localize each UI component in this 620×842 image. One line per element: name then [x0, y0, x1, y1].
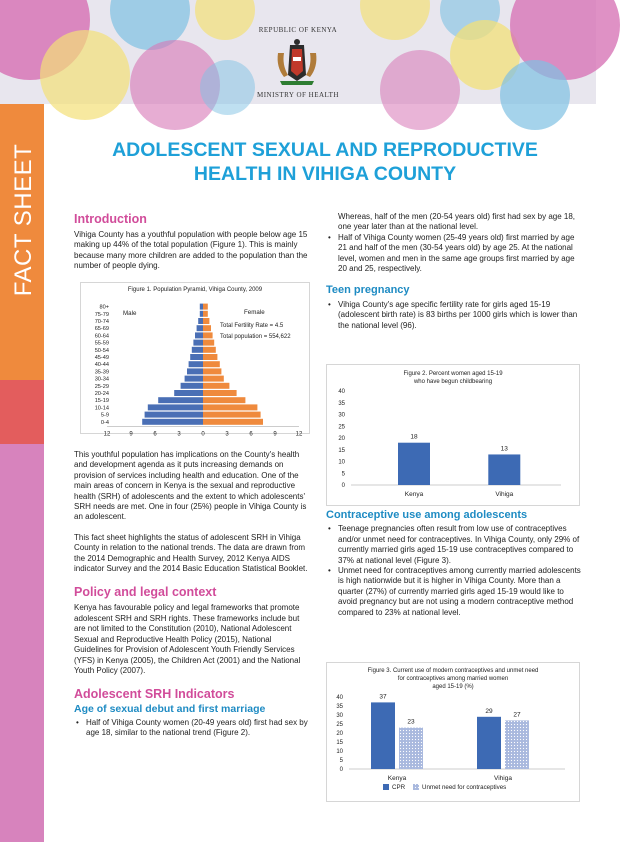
fig3-bar-unmet-need: [505, 720, 529, 769]
pyramid-bar-female: [203, 376, 224, 382]
fig2-value-label: 13: [500, 445, 508, 453]
pyramid-bar-male: [148, 404, 203, 410]
pyramid-age-label: 50-54: [94, 347, 109, 354]
pyramid-x-tick: 3: [225, 431, 229, 438]
pyramid-x-tick: 6: [249, 431, 253, 438]
figure-3-contraceptive-chart: [326, 662, 580, 802]
right-column-lower: [326, 510, 584, 618]
fig2-value-label: 18: [410, 433, 418, 441]
pyramid-bar-male: [195, 332, 203, 338]
pyramid-x-tick: 6: [153, 431, 157, 438]
pyramid-bar-female: [203, 390, 237, 396]
fig2-y-tick: 15: [338, 447, 345, 454]
pyramid-bar-male: [190, 354, 203, 360]
pyramid-x-tick: 9: [273, 431, 277, 438]
pyramid-age-label: 20-24: [94, 391, 109, 397]
fig2-bar: [488, 454, 520, 485]
marriage-list: [326, 233, 584, 275]
fig3-value-label: 29: [485, 707, 493, 715]
pyramid-bar-female: [203, 325, 211, 331]
fig3-y-tick: 25: [336, 722, 343, 728]
fig3-category-label: Vihiga: [494, 775, 512, 782]
marriage-bullet: • Half of Vihiga County women (25-49 years old) first married by age 21 and half of the men (30-54 years old) by age 25. At the national level, women and men in the same age groups first married by age 20 and 25, respectively.: [326, 233, 584, 275]
fig3-bar-cpr: [477, 717, 501, 769]
intro-paragraph-2: This youthful population has implications on the County's health and development agenda as it puts increasing demands on provision of services including health and education. One of the main areas of concern in Kenya is the sexual and reproductive health (SRH) of adolescents and the extent to which adolescents' SRH needs are met. One in four (25%) people in Vihiga County is an adolescent.: [74, 450, 307, 522]
pyramid-age-label: 55-59: [94, 340, 109, 347]
pyramid-age-label: 40-44: [94, 362, 109, 369]
pyramid-x-tick: 12: [103, 431, 111, 438]
figure-3-svg: [327, 663, 579, 801]
fig3-y-tick: 10: [336, 749, 343, 755]
pyramid-bar-female: [203, 397, 245, 403]
pyramid-bar-female: [203, 347, 216, 353]
pyramid-bar-male: [145, 412, 203, 418]
pyramid-bar-female: [203, 304, 208, 310]
debut-bullet-1: • Half of Vihiga County women (20-49 years old) first had sex by age 18, similar to the national trend (Figure 2).: [74, 718, 309, 739]
pyramid-x-tick: 0: [201, 431, 205, 438]
pyramid-age-label: 65-69: [94, 326, 109, 333]
pyramid-annotation-tfr: Total Fertility Rate = 4.5: [220, 323, 284, 329]
indicators-heading: Adolescent SRH Indicators: [74, 687, 235, 702]
pyramid-bar-female: [203, 361, 220, 367]
intro-paragraph-1: Vihiga County has a youthful population with people below age 15 making up 44% of the total population (Figure 1). This is mainly because many more children are added to the population than the number of people dying.: [74, 230, 308, 271]
policy-text: Kenya has favourable policy and legal frameworks that promote adolescent SRH and SRH rights. These frameworks include but are not limited to the Constitution (2010), National Adolescent Sexual and Reproductive Health Policy (2015), National Guidelines for Provision of Adolescent Youth Friendly Services (YFS) in Kenya (2005), the Children Act (2001) and the National Youth Policy (2007).: [74, 603, 301, 675]
fig3-bar-cpr: [371, 702, 395, 769]
pyramid-bar-male: [198, 318, 203, 324]
fig2-category-label: Kenya: [404, 491, 424, 498]
sidebar-red-band: [0, 380, 44, 444]
pyramid-bar-female: [203, 412, 261, 418]
header-banner: [0, 0, 596, 104]
title-line-1: ADOLESCENT SEXUAL AND REPRODUCTIVE: [112, 139, 538, 161]
fig2-y-tick: 35: [338, 400, 345, 407]
pyramid-bar-male: [181, 383, 203, 389]
fig2-y-tick: 20: [338, 436, 345, 442]
pyramid-bar-female: [203, 340, 214, 346]
fig3-bar-unmet-need: [399, 728, 423, 769]
figure-1-population-pyramid: [80, 282, 310, 438]
fig2-y-tick: 0: [341, 483, 345, 489]
fig2-y-tick: 5: [341, 471, 345, 478]
pyramid-bar-male: [142, 419, 203, 425]
pyramid-age-label: 60-64: [94, 333, 109, 340]
pyramid-age-label: 0-4: [100, 419, 109, 426]
fig3-value-label: 23: [407, 718, 415, 726]
fig3-legend-label-unmet-need: Unmet need for contraceptives: [422, 784, 507, 791]
debut-list: [74, 718, 309, 739]
fig2-y-tick: 40: [338, 389, 345, 395]
pyramid-age-label: 80+: [99, 304, 109, 311]
fig3-y-tick: 40: [336, 695, 343, 701]
pyramid-age-label: 5-9: [100, 412, 109, 419]
fig2-y-tick: 10: [338, 459, 345, 466]
fig3-legend-swatch-unmet-need: [413, 784, 419, 790]
pyramid-legend-male: Male: [123, 310, 137, 317]
pyramid-bar-male: [174, 390, 203, 396]
contraceptive-heading: Contraceptive use among adolescents: [326, 509, 528, 521]
pyramid-age-label: 35-39: [94, 369, 109, 376]
teen-list: [326, 300, 584, 331]
pyramid-bar-male: [193, 340, 203, 346]
figure-1-title: Figure 1. Population Pyramid, Vihiga County, 2009: [127, 287, 263, 293]
pyramid-svg: [81, 283, 309, 438]
pyramid-bar-male: [200, 311, 203, 317]
pyramid-bar-female: [203, 404, 257, 410]
pyramid-bar-male: [189, 361, 203, 367]
fig3-y-tick: 0: [339, 767, 343, 773]
pyramid-bar-male: [197, 325, 203, 331]
pyramid-bar-female: [203, 354, 217, 360]
country-name: REPUBLIC OF KENYA: [258, 26, 338, 34]
debut-continuation: Whereas, half of the men (20-54 years old) first had sex by age 18, one year later than at the national level.: [338, 212, 576, 232]
teen-pregnancy-heading: Teen pregnancy: [326, 284, 410, 297]
figure-2-childbearing-chart: [326, 364, 580, 506]
debut-subheading: Age of sexual debut and first marriage: [74, 703, 266, 716]
fig3-y-tick: 15: [336, 740, 343, 746]
figure-2-svg: [327, 365, 579, 505]
fig2-y-tick: 30: [338, 412, 345, 419]
pyramid-annotation-population: Total population = 554,622: [220, 334, 291, 340]
pyramid-age-label: 10-14: [94, 405, 109, 412]
pyramid-age-label: 25-29: [94, 383, 109, 390]
pyramid-age-label: 45-49: [94, 355, 109, 361]
fig3-y-tick: 20: [336, 731, 343, 737]
pyramid-x-tick: 3: [177, 431, 181, 438]
contraceptive-bullet-1: • Teenage pregnancies often result from low use of contraceptives and/or unmet need for contraceptives. In Vihiga County, only 29% of currently married girls aged 15-19 use contraceptives compared to 37% at national level (Figure 3).: [326, 524, 584, 566]
pyramid-bar-male: [187, 368, 203, 374]
fig3-y-tick: 35: [336, 704, 343, 710]
pyramid-bar-female: [203, 368, 221, 374]
pyramid-bar-female: [203, 332, 213, 338]
fig2-bar: [398, 443, 430, 485]
figure-2-title-line-1: Figure 2. Percent women aged 15-19: [403, 371, 503, 377]
pyramid-bar-male: [200, 304, 203, 310]
fig3-value-label: 37: [379, 693, 387, 701]
kenya-coat-of-arms-icon: [272, 37, 322, 87]
intro-paragraph-3: This fact sheet highlights the status of adolescent SRH in Vihiga County in relation to the national trends. The data are drawn from the 2014 Demographic and Health Survey, 2012 Kenya AIDS indicator Survey and the 2014 Basic Education Statistical Booklet.: [74, 532, 308, 574]
contraceptive-list: [326, 524, 584, 618]
fig2-category-label: Vihiga: [495, 491, 514, 498]
figure-2-title-line-2: who have begun childbearing: [413, 379, 493, 385]
pyramid-age-label: 15-19: [94, 398, 109, 405]
policy-heading: Policy and legal context: [74, 585, 217, 600]
fact-sheet-label: FACT SHEET: [10, 143, 37, 297]
pyramid-bar-female: [203, 318, 209, 324]
pyramid-bar-female: [203, 419, 263, 425]
pyramid-bar-male: [158, 397, 203, 403]
page-title: [60, 138, 590, 186]
fig3-legend-label-cpr: CPR: [392, 784, 406, 791]
figure-3-title-line-1: Figure 3. Current use of modern contraceptives and unmet need: [367, 668, 539, 674]
pyramid-x-tick: 12: [295, 431, 303, 438]
left-column: [74, 212, 309, 272]
pyramid-age-label: 30-34: [94, 376, 109, 383]
pyramid-bar-male: [192, 347, 203, 353]
fig2-y-tick: 25: [338, 424, 345, 431]
pyramid-bar-female: [203, 311, 208, 317]
pyramid-bar-female: [203, 383, 229, 389]
ministry-name: MINISTRY OF HEALTH: [257, 91, 339, 99]
figure-3-title-line-2: for contraceptives among married women: [397, 676, 509, 682]
pyramid-age-label: 75-79: [94, 311, 109, 318]
teen-bullet: • Vihiga County's age specific fertility rate for girls aged 15-19 (adolescent birth rate) is 83 births per 1000 girls which is lower than the national level (96).: [326, 300, 584, 331]
fig3-legend-swatch-cpr: [383, 784, 389, 790]
fig3-category-label: Kenya: [387, 775, 407, 782]
fig3-y-tick: 30: [336, 713, 343, 719]
pyramid-legend-female: Female: [244, 309, 265, 316]
right-column: [326, 212, 584, 331]
title-line-2: HEALTH IN VIHIGA COUNTY: [193, 163, 457, 185]
left-column-lower: [74, 450, 309, 739]
sidebar-pink-band: [0, 444, 44, 842]
figure-3-title-line-3: aged 15-19 (%): [432, 684, 474, 690]
fig3-y-tick: 5: [339, 758, 343, 764]
intro-heading: Introduction: [74, 212, 147, 226]
pyramid-age-label: 70-74: [94, 319, 109, 325]
contraceptive-bullet-2: • Unmet need for contraceptives among currently married adolescents is high nationwide but it is higher in Vihiga County. More than a quarter (27%) of currently married girls aged 15-19 would like to avoid pregnancy but are not using a modern contraceptive method compared to 23% at national level.: [326, 566, 584, 618]
fig3-value-label: 27: [513, 711, 521, 719]
pyramid-x-tick: 9: [129, 431, 133, 438]
pyramid-bar-male: [185, 376, 203, 382]
